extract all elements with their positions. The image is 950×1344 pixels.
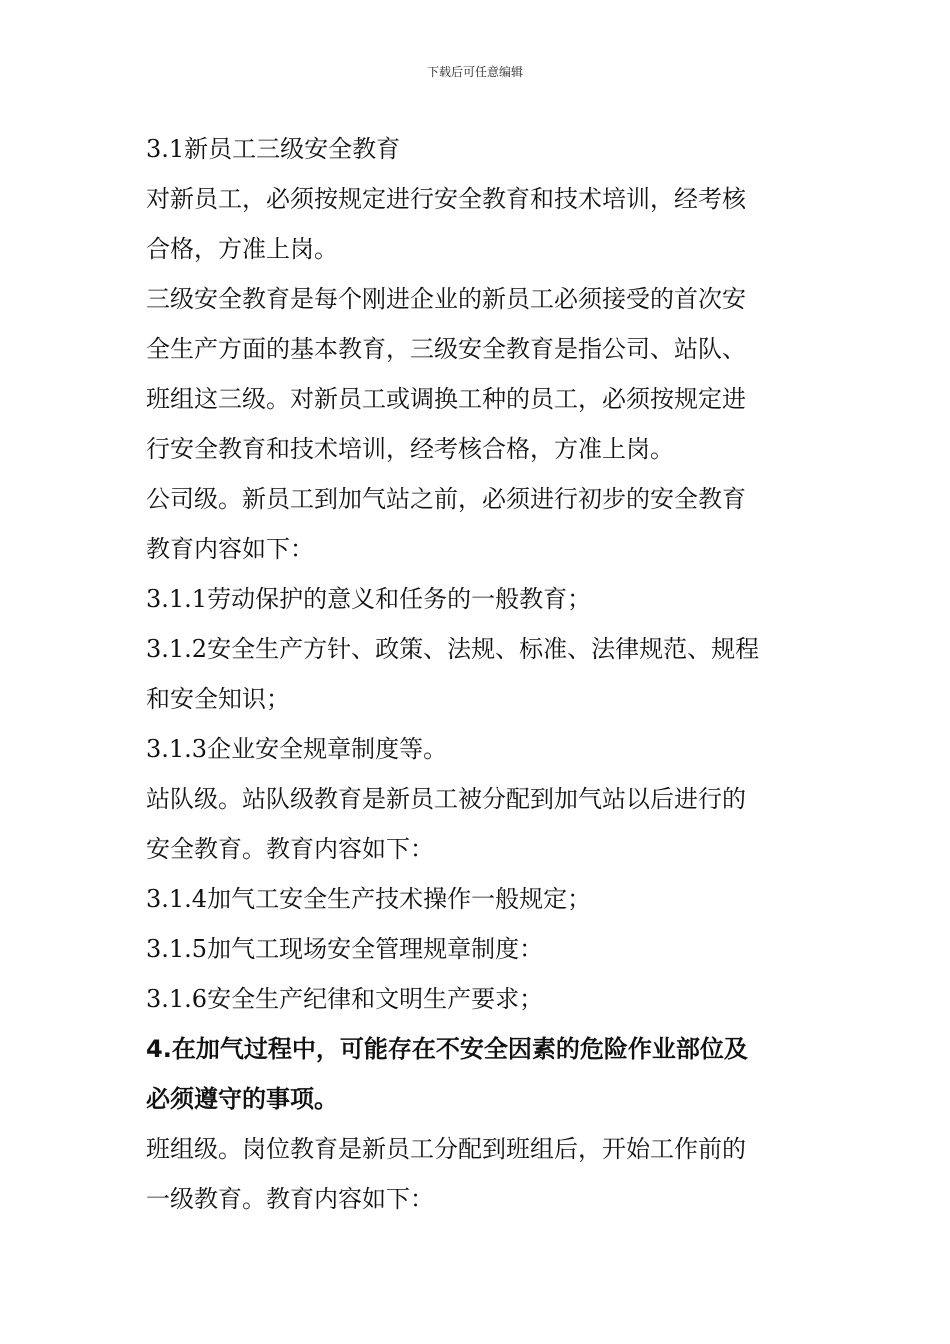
list-item: 3.1.6安全生产纪律和文明生产要求； [146,985,544,1013]
list-item: 3.1.3企业安全规章制度等。 [146,735,448,763]
list-item: 3.1.5加气工现场安全管理规章制度： [146,935,544,963]
section-heading: 3.1新员工三级安全教育 [146,135,401,163]
text-line: 一级教育。教育内容如下： [146,1185,434,1213]
text-line: 安全教育。教育内容如下： [146,835,434,863]
bold-section-heading: 必须遵守的事项。 [146,1085,338,1113]
text-line: 和安全知识； [146,685,290,713]
text-line: 教育内容如下： [146,535,314,563]
text-line: 合格，方准上岗。 [146,235,338,263]
list-item: 3.1.2安全生产方针、政策、法规、标准、法律规范、规程 [146,635,760,663]
list-item: 3.1.4加气工安全生产技术操作一般规定； [146,885,592,913]
text-line: 班组这三级。对新员工或调换工种的员工，必须按规定进 [146,385,746,413]
bold-section-heading: 4.在加气过程中，可能存在不安全因素的危险作业部位及 [146,1035,748,1063]
text-line: 站队级。站队级教育是新员工被分配到加气站以后进行的 [146,785,746,813]
page-header: 下载后可任意编辑 [426,65,523,79]
text-line: 公司级。新员工到加气站之前，必须进行初步的安全教育 [146,485,746,513]
text-line: 班组级。岗位教育是新员工分配到班组后，开始工作前的 [146,1135,746,1163]
list-item: 3.1.1劳动保护的意义和任务的一般教育； [146,585,592,613]
text-line: 三级安全教育是每个刚进企业的新员工必须接受的首次安 [146,285,746,313]
text-line: 对新员工，必须按规定进行安全教育和技术培训，经考核 [146,185,746,213]
document-body [146,124,816,1224]
text-line: 全生产方面的基本教育，三级安全教育是指公司、站队、 [146,335,746,363]
text-line: 行安全教育和技术培训，经考核合格，方准上岗。 [146,435,674,463]
